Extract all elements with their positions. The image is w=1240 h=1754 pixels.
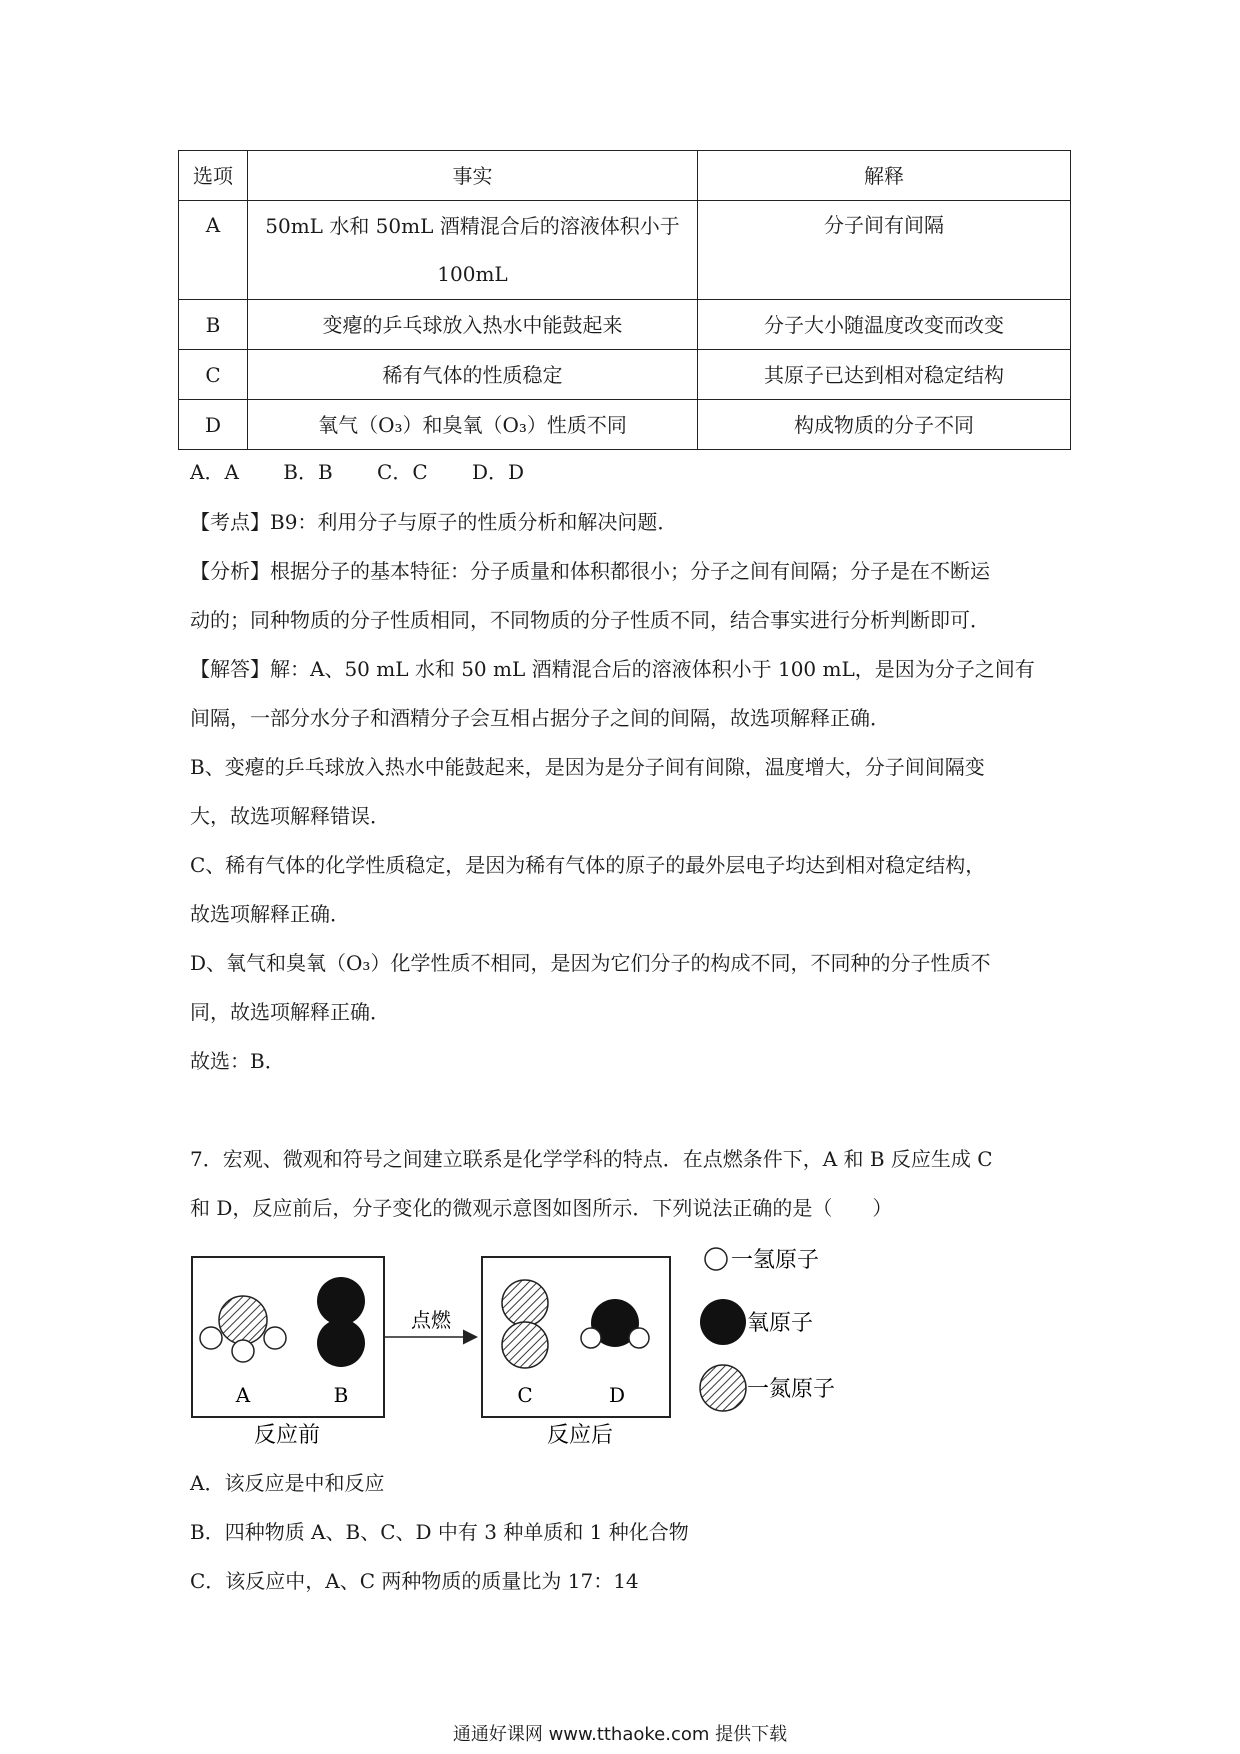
row-explanation: 分子间有间隔 bbox=[698, 201, 1071, 300]
row-explanation: 其原子已达到相对稳定结构 bbox=[698, 350, 1071, 400]
legend-oxygen: 氧原子 bbox=[747, 1311, 814, 1336]
row-option: D bbox=[179, 400, 248, 450]
nitrogen-legend-swatch bbox=[700, 1365, 746, 1411]
row-fact-line2: 100mL bbox=[437, 262, 508, 286]
d-line1: D、氧气和臭氧（O₃）化学性质不相同，是因为它们分子的构成不同，不同种的分子性质不 bbox=[190, 951, 991, 975]
label-d: D bbox=[608, 1383, 626, 1407]
nitrogen-atom bbox=[219, 1296, 267, 1344]
table-row bbox=[179, 300, 1071, 350]
choice-b: B．B bbox=[283, 460, 333, 484]
fenxi-line2: 动的；同种物质的分子性质相同，不同物质的分子性质不同，结合事实进行分析判断即可． bbox=[190, 608, 990, 632]
q7-stem-line1: 7．宏观、微观和符号之间建立联系是化学学科的特点．在点燃条件下，A 和 B 反应生成 C bbox=[190, 1147, 993, 1171]
jieda-line1: 【解答】解：A、50 mL 水和 50 mL 酒精混合后的溶液体积小于 100 mL，是因为分子之间有 bbox=[190, 657, 1035, 681]
header-fact: 事实 bbox=[248, 151, 698, 201]
nitrogen-atom bbox=[502, 1280, 548, 1326]
table-header-row bbox=[179, 151, 1071, 201]
legend bbox=[700, 1248, 835, 1411]
oxygen-atom bbox=[317, 1319, 365, 1367]
q7-option-a: A．该反应是中和反应 bbox=[190, 1471, 385, 1495]
reaction-diagram bbox=[185, 1235, 865, 1445]
c-line2: 故选项解释正确． bbox=[190, 902, 350, 926]
row-explanation: 构成物质的分子不同 bbox=[698, 400, 1071, 450]
label-b: B bbox=[333, 1383, 349, 1407]
row-fact: 稀有气体的性质稳定 bbox=[248, 350, 698, 400]
molecule-d bbox=[581, 1299, 649, 1348]
after-caption: 反应后 bbox=[546, 1423, 614, 1445]
row-fact bbox=[248, 201, 698, 300]
q7-stem-line2: 和 D，反应前后，分子变化的微观示意图如图所示．下列说法正确的是（ ） bbox=[190, 1196, 893, 1220]
row-fact: 氧气（O₃）和臭氧（O₃）性质不同 bbox=[248, 400, 698, 450]
legend-hydrogen: 一氢原子 bbox=[731, 1248, 820, 1273]
nitrogen-atom bbox=[502, 1322, 548, 1368]
legend-nitrogen: 一氮原子 bbox=[747, 1377, 836, 1402]
footer-credit: 通通好课网 www.tthaoke.com 提供下载 bbox=[452, 1724, 788, 1745]
hydrogen-atom bbox=[264, 1327, 286, 1349]
row-option: C bbox=[179, 350, 248, 400]
row-explanation: 分子大小随温度改变而改变 bbox=[698, 300, 1071, 350]
kaodian-text: 【考点】B9：利用分子与原子的性质分析和解决问题． bbox=[190, 510, 678, 534]
answer-text: 故选：B． bbox=[190, 1049, 285, 1073]
table-row bbox=[179, 201, 1071, 300]
b-line1: B、变瘪的乒乓球放入热水中能鼓起来，是因为是分子间有间隙，温度增大，分子间间隔变 bbox=[190, 755, 985, 779]
label-c: C bbox=[517, 1383, 533, 1407]
molecule-b bbox=[317, 1277, 365, 1367]
choice-d: D．D bbox=[471, 460, 525, 484]
hydrogen-atom bbox=[581, 1328, 601, 1348]
header-explanation: 解释 bbox=[698, 151, 1071, 201]
row-option: B bbox=[179, 300, 248, 350]
facts-table bbox=[178, 150, 1071, 450]
arrow-label: 点燃 bbox=[411, 1308, 451, 1332]
d-line2: 同，故选项解释正确． bbox=[190, 1000, 390, 1024]
hydrogen-atom bbox=[232, 1340, 254, 1362]
b-line2: 大，故选项解释错误． bbox=[190, 804, 390, 828]
molecule-c bbox=[502, 1280, 548, 1368]
hydrogen-atom bbox=[629, 1328, 649, 1348]
q7-option-b: B．四种物质 A、B、C、D 中有 3 种单质和 1 种化合物 bbox=[190, 1520, 689, 1544]
table-row bbox=[179, 350, 1071, 400]
hydrogen-legend-swatch bbox=[705, 1248, 727, 1270]
row-fact: 变瘪的乒乓球放入热水中能鼓起来 bbox=[248, 300, 698, 350]
hydrogen-atom bbox=[200, 1327, 222, 1349]
jieda-line2: 间隔，一部分水分子和酒精分子会互相占据分子之间的间隔，故选项解释正确． bbox=[190, 706, 890, 730]
c-line1: C、稀有气体的化学性质稳定，是因为稀有气体的原子的最外层电子均达到相对稳定结构， bbox=[190, 853, 986, 877]
table-row bbox=[179, 400, 1071, 450]
row-option: A bbox=[179, 201, 248, 300]
row-fact-line1: 50mL 水和 50mL 酒精混合后的溶液体积小于 bbox=[265, 214, 680, 238]
header-option: 选项 bbox=[179, 151, 248, 201]
choice-c: C．C bbox=[377, 460, 428, 484]
oxygen-atom bbox=[317, 1277, 365, 1325]
before-caption: 反应前 bbox=[253, 1423, 321, 1445]
label-a: A bbox=[235, 1383, 251, 1407]
oxygen-legend-swatch bbox=[700, 1299, 746, 1345]
molecule-a bbox=[200, 1296, 286, 1362]
fenxi-line1: 【分析】根据分子的基本特征：分子质量和体积都很小；分子之间有间隔；分子是在不断运 bbox=[190, 559, 990, 583]
q7-option-c: C．该反应中，A、C 两种物质的质量比为 17：14 bbox=[190, 1569, 639, 1593]
choice-a: A．A bbox=[190, 460, 239, 484]
q6-choices bbox=[190, 456, 562, 485]
